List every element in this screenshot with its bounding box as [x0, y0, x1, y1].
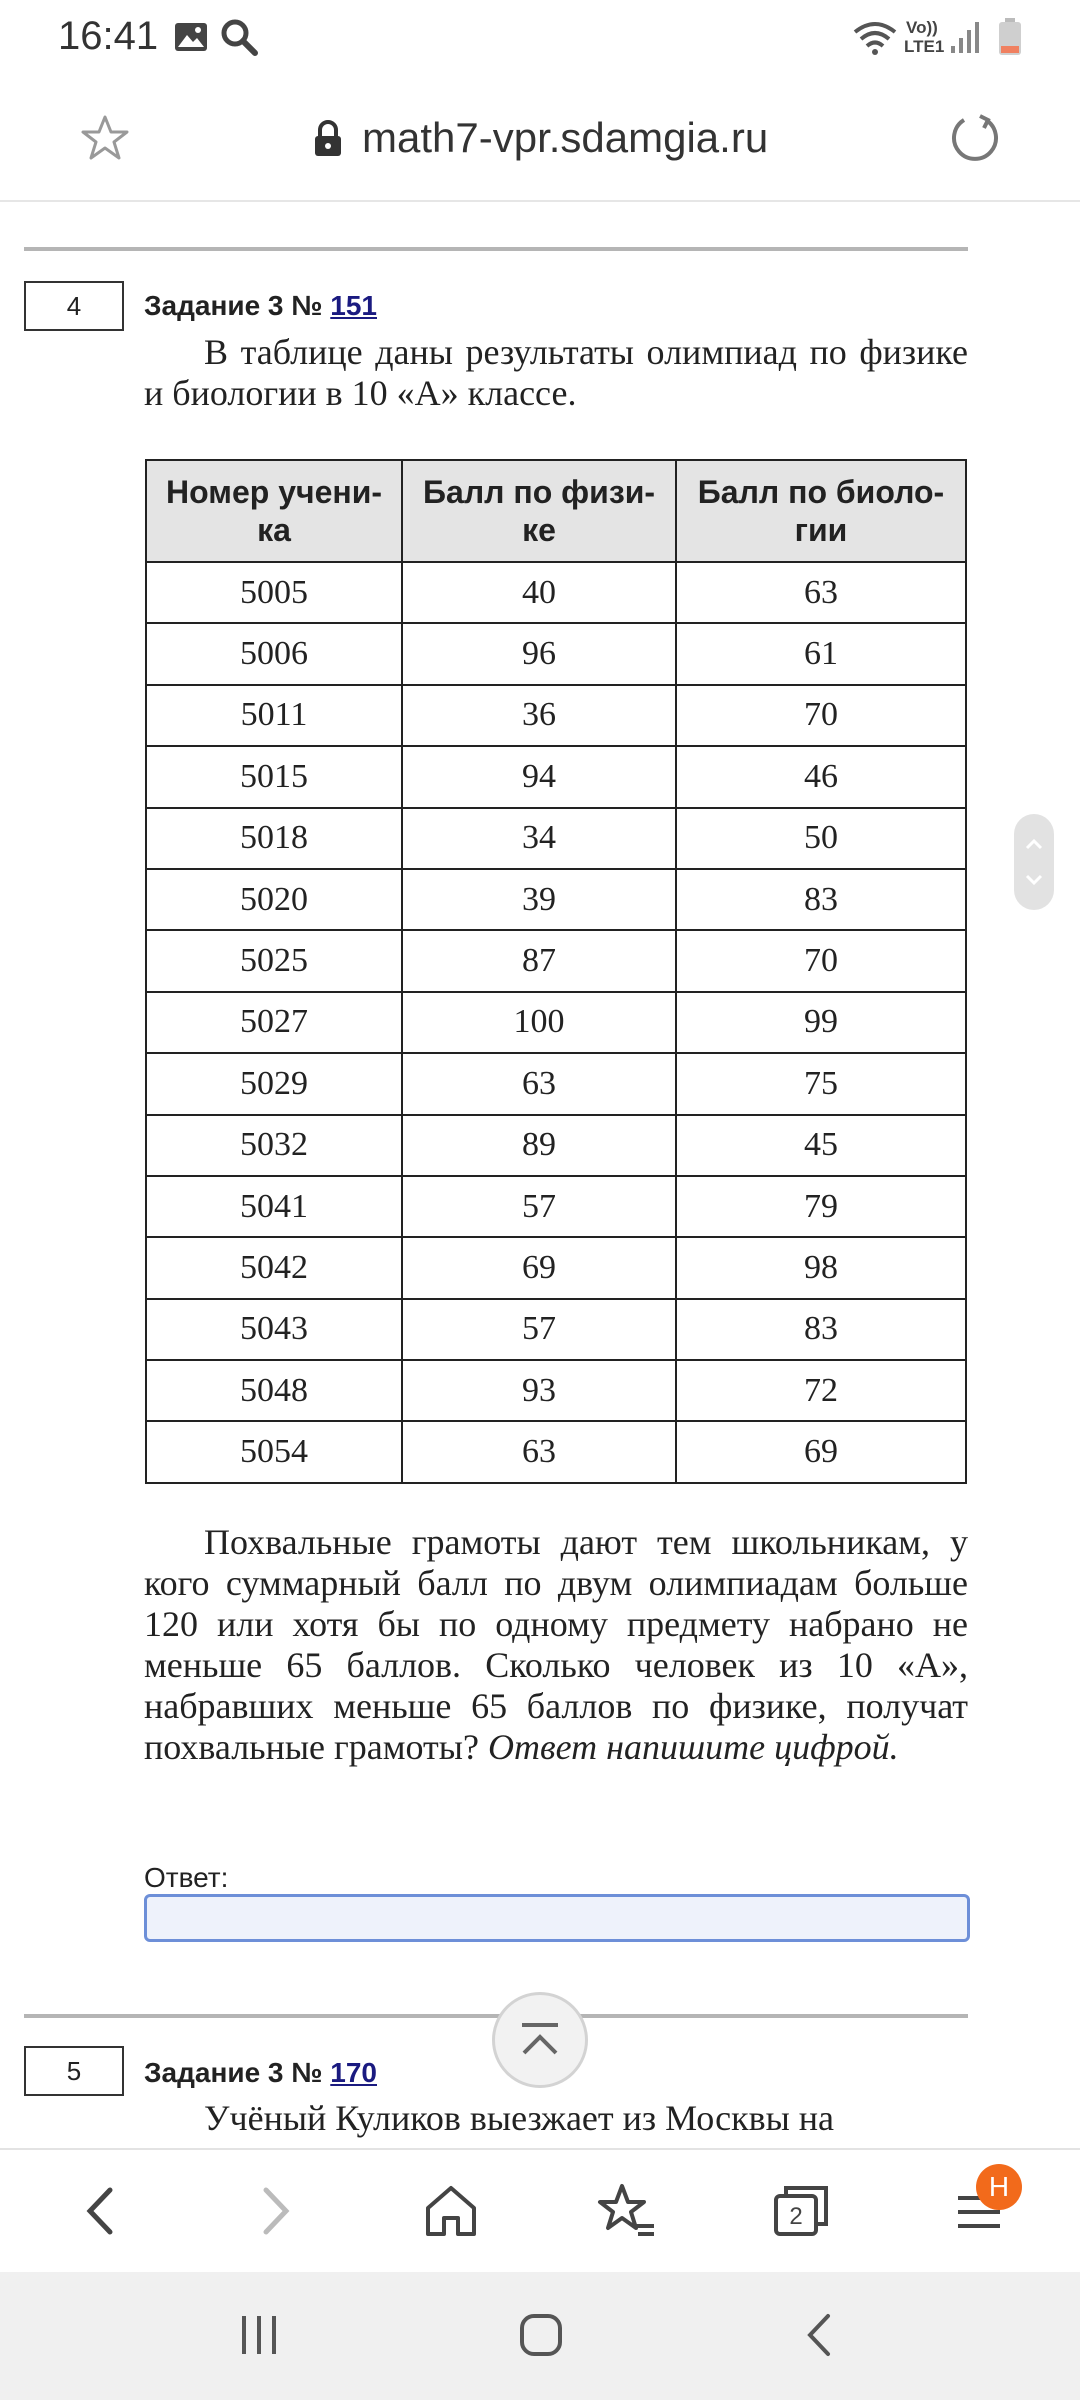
divider [24, 247, 968, 251]
table-row [146, 808, 966, 869]
back-icon[interactable] [66, 2176, 136, 2246]
home-circle-icon[interactable] [506, 2300, 576, 2370]
cell-student: 5006 [146, 623, 402, 684]
system-back-icon[interactable] [786, 2300, 856, 2370]
bookmarks-icon[interactable] [592, 2176, 662, 2246]
cell-student: 5005 [146, 562, 402, 623]
cell-student: 5048 [146, 1360, 402, 1421]
task-link[interactable]: 170 [330, 2057, 377, 2088]
cell-physics: 34 [402, 808, 676, 869]
cell-biology: 98 [676, 1237, 966, 1298]
cell-student: 5027 [146, 992, 402, 1053]
task-title-prefix: Задание 3 № [144, 2057, 331, 2088]
star-icon[interactable] [80, 114, 130, 162]
table-row [146, 1360, 966, 1421]
cell-physics: 57 [402, 1299, 676, 1360]
scroll-top-icon [495, 1995, 585, 2085]
task-intro-text: Учёный Куликов выезжает из Москвы на [204, 2098, 835, 2138]
signal-icon [950, 20, 980, 54]
table-body [146, 562, 966, 1483]
battery-icon [998, 18, 1022, 56]
table-row [146, 992, 966, 1053]
search-icon [220, 18, 258, 56]
task-title [144, 2057, 377, 2089]
table-row [146, 685, 966, 746]
answer-input[interactable] [144, 1894, 970, 1942]
cell-student: 5032 [146, 1115, 402, 1176]
tabs-icon[interactable] [766, 2176, 836, 2246]
answer-label: Ответ: [144, 1862, 229, 1893]
task-title-prefix: Задание 3 № [144, 290, 331, 321]
table-row [146, 746, 966, 807]
forward-icon[interactable] [240, 2176, 310, 2246]
cell-biology: 61 [676, 623, 966, 684]
table-row [146, 562, 966, 623]
cell-student: 5025 [146, 930, 402, 991]
cell-biology: 79 [676, 1176, 966, 1237]
cell-biology: 45 [676, 1115, 966, 1176]
cell-physics: 63 [402, 1053, 676, 1114]
table-row [146, 1115, 966, 1176]
header-line: гии [794, 512, 848, 548]
cell-biology: 70 [676, 930, 966, 991]
table-row [146, 1299, 966, 1360]
menu-badge: H [976, 2164, 1022, 2210]
table-row [146, 1053, 966, 1114]
cell-biology: 69 [676, 1421, 966, 1482]
task-instruction: Ответ напишите цифрой. [487, 1727, 899, 1767]
image-icon [174, 22, 208, 52]
cell-physics: 87 [402, 930, 676, 991]
task-intro [144, 332, 968, 414]
table-header-row [146, 460, 966, 562]
cell-biology: 83 [676, 1299, 966, 1360]
cell-physics: 94 [402, 746, 676, 807]
cell-biology: 75 [676, 1053, 966, 1114]
system-navigation-bar [0, 2272, 1080, 2400]
task-question [144, 1522, 968, 1768]
cell-physics: 36 [402, 685, 676, 746]
cell-student: 5054 [146, 1421, 402, 1482]
cell-student: 5020 [146, 869, 402, 930]
table-row [146, 1421, 966, 1482]
task-number-box: 4 [24, 281, 124, 331]
scroll-arrows-icon [1014, 814, 1054, 910]
cell-physics: 69 [402, 1237, 676, 1298]
url-text[interactable]: math7-vpr.sdamgia.ru [362, 114, 769, 161]
tabs-count: 2 [789, 2203, 803, 2230]
header-line: Балл по биоло- [697, 474, 945, 510]
task-intro [144, 2098, 968, 2139]
recent-apps-icon[interactable] [224, 2300, 294, 2370]
table-row [146, 869, 966, 930]
cell-biology: 46 [676, 746, 966, 807]
status-time: 16:41 [58, 14, 159, 58]
home-icon[interactable] [416, 2176, 486, 2246]
url-bar [0, 76, 1080, 202]
table-row [146, 1237, 966, 1298]
header-biology [676, 460, 966, 562]
cell-student: 5043 [146, 1299, 402, 1360]
cell-physics: 93 [402, 1360, 676, 1421]
task-number-box: 5 [24, 2046, 124, 2096]
cell-biology: 72 [676, 1360, 966, 1421]
table-row [146, 1176, 966, 1237]
header-physics [402, 460, 676, 562]
scrollbar-thumb[interactable] [1014, 814, 1054, 910]
browser-toolbar [0, 2148, 1080, 2272]
network-label-top: Vo)) [906, 18, 938, 37]
header-student [146, 460, 402, 562]
cell-physics: 100 [402, 992, 676, 1053]
cell-physics: 39 [402, 869, 676, 930]
cell-biology: 99 [676, 992, 966, 1053]
header-line: ке [522, 512, 556, 548]
wifi-icon [852, 20, 898, 56]
page-content [0, 202, 1080, 2148]
cell-student: 5041 [146, 1176, 402, 1237]
cell-biology: 83 [676, 869, 966, 930]
lock-icon [312, 120, 344, 158]
results-table [145, 459, 967, 1484]
task-intro-text: В таблице даны результаты олимпиад по физике и биологии в 10 «А» классе. [144, 332, 968, 413]
header-line: Номер учени- [166, 474, 383, 510]
cell-biology: 50 [676, 808, 966, 869]
table-row [146, 930, 966, 991]
scroll-to-top-button[interactable] [492, 1992, 588, 2088]
header-line: Балл по физи- [423, 474, 656, 510]
cell-student: 5011 [146, 685, 402, 746]
status-bar [0, 0, 1080, 76]
cell-physics: 40 [402, 562, 676, 623]
cell-biology: 63 [676, 562, 966, 623]
cell-student: 5029 [146, 1053, 402, 1114]
cell-student: 5015 [146, 746, 402, 807]
cell-student: 5042 [146, 1237, 402, 1298]
task-question-text: Похвальные грамоты дают тем школьникам, у кого суммарный балл по двум олимпиадам больше 120 или хотя бы по одному предмету набрано не меньше 65 баллов. Сколько человек из 10 «А», набравших меньше 65 баллов по физике, получат похвальные грамоты? [144, 1522, 968, 1767]
cell-physics: 96 [402, 623, 676, 684]
network-label-bottom: LTE1 [904, 37, 945, 56]
task-link[interactable]: 151 [330, 290, 377, 321]
cell-physics: 89 [402, 1115, 676, 1176]
cell-physics: 57 [402, 1176, 676, 1237]
table-row [146, 623, 966, 684]
reload-icon[interactable] [948, 112, 1000, 164]
cell-student: 5018 [146, 808, 402, 869]
cell-physics: 63 [402, 1421, 676, 1482]
task-title [144, 290, 377, 322]
cell-biology: 70 [676, 685, 966, 746]
header-line: ка [257, 512, 291, 548]
